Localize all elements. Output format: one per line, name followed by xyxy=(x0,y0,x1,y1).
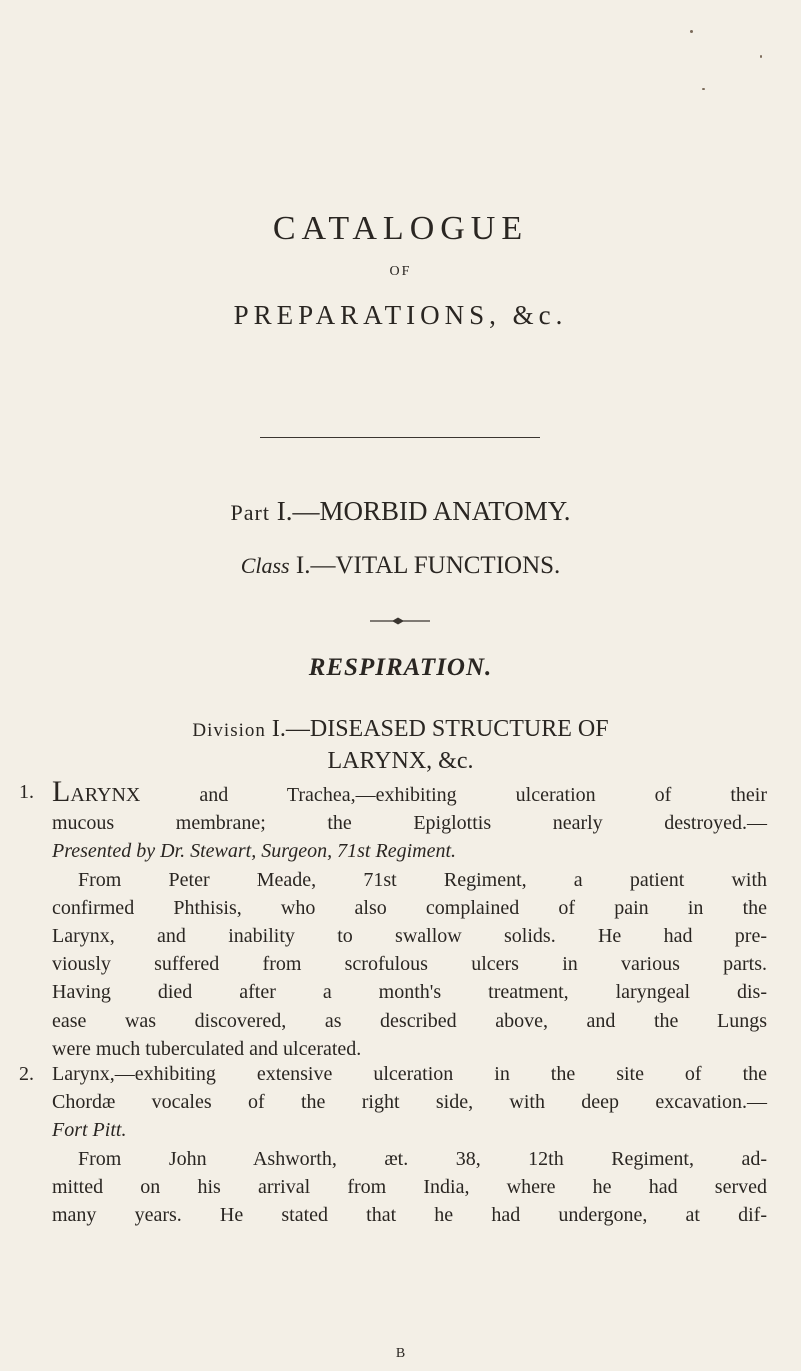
class-heading xyxy=(0,552,801,580)
signature-mark: B xyxy=(395,1346,406,1361)
entry-number: 2. xyxy=(19,1063,34,1085)
entry-line: LARYNX and Trachea,—exhibiting ulceration of their xyxy=(52,775,767,808)
catalogue-subtitle: PREPARATIONS, &c. xyxy=(233,300,568,330)
ornament-divider-icon xyxy=(370,616,430,626)
entry-number: 1. xyxy=(19,781,34,803)
division-heading-line2: LARYNX, &c. xyxy=(327,748,474,774)
entry-line: Larynx,—exhibiting extensive ulceration in the site of the xyxy=(52,1063,767,1085)
catalogue-title: CATALOGUE xyxy=(272,210,529,247)
class-text: I.—VITAL FUNCTIONS. xyxy=(295,552,561,579)
division-line1: I.—DISEASED STRUCTURE OF xyxy=(271,716,609,742)
division-label: Division xyxy=(192,720,266,741)
section-heading: RESPIRATION. xyxy=(308,654,493,681)
paper-speck xyxy=(760,55,762,58)
entry-2 xyxy=(19,1060,767,1229)
division-heading xyxy=(0,716,801,743)
entry-1 xyxy=(19,775,767,1063)
entry-line: confirmed Phthisis, who also complained of pain in the xyxy=(52,896,767,919)
class-label: Class xyxy=(240,553,290,578)
title-rule xyxy=(260,437,540,438)
entry-line: Fort Pitt. xyxy=(52,1119,127,1142)
entry-dropcap: L xyxy=(52,775,71,808)
part-label: Part xyxy=(230,500,270,525)
paper-speck xyxy=(690,30,693,33)
entry-line: mucous membrane; the Epiglottis nearly destroyed.— xyxy=(52,812,767,835)
entry-line: From Peter Meade, 71st Regiment, a patient with xyxy=(78,868,767,891)
entry-line: ease was discovered, as described above, and the Lungs xyxy=(52,1009,767,1032)
entry-line: were much tuberculated and ulcerated. xyxy=(52,1037,362,1060)
part-heading xyxy=(0,496,801,527)
entry-line: From John Ashworth, æt. 38, 12th Regiment, ad- xyxy=(78,1147,767,1170)
entry-line: viously suffered from scrofulous ulcers in various parts. xyxy=(52,953,767,976)
catalogue-of: OF xyxy=(389,264,412,279)
entry-line: mitted on his arrival from India, where he had served xyxy=(52,1175,767,1198)
paper-speck xyxy=(702,88,705,90)
entry-line: Having died after a month's treatment, laryngeal dis- xyxy=(52,981,767,1004)
entry-line: Presented by Dr. Stewart, Surgeon, 71st Regiment. xyxy=(52,840,457,863)
entry-line: many years. He stated that he had undergone, at dif- xyxy=(52,1204,767,1227)
entry-line: Larynx, and inability to swallow solids. He had pre- xyxy=(52,925,767,948)
entry-line: Chordæ vocales of the right side, with deep excavation.— xyxy=(52,1091,767,1114)
part-text: I.—MORBID ANATOMY. xyxy=(276,496,571,526)
